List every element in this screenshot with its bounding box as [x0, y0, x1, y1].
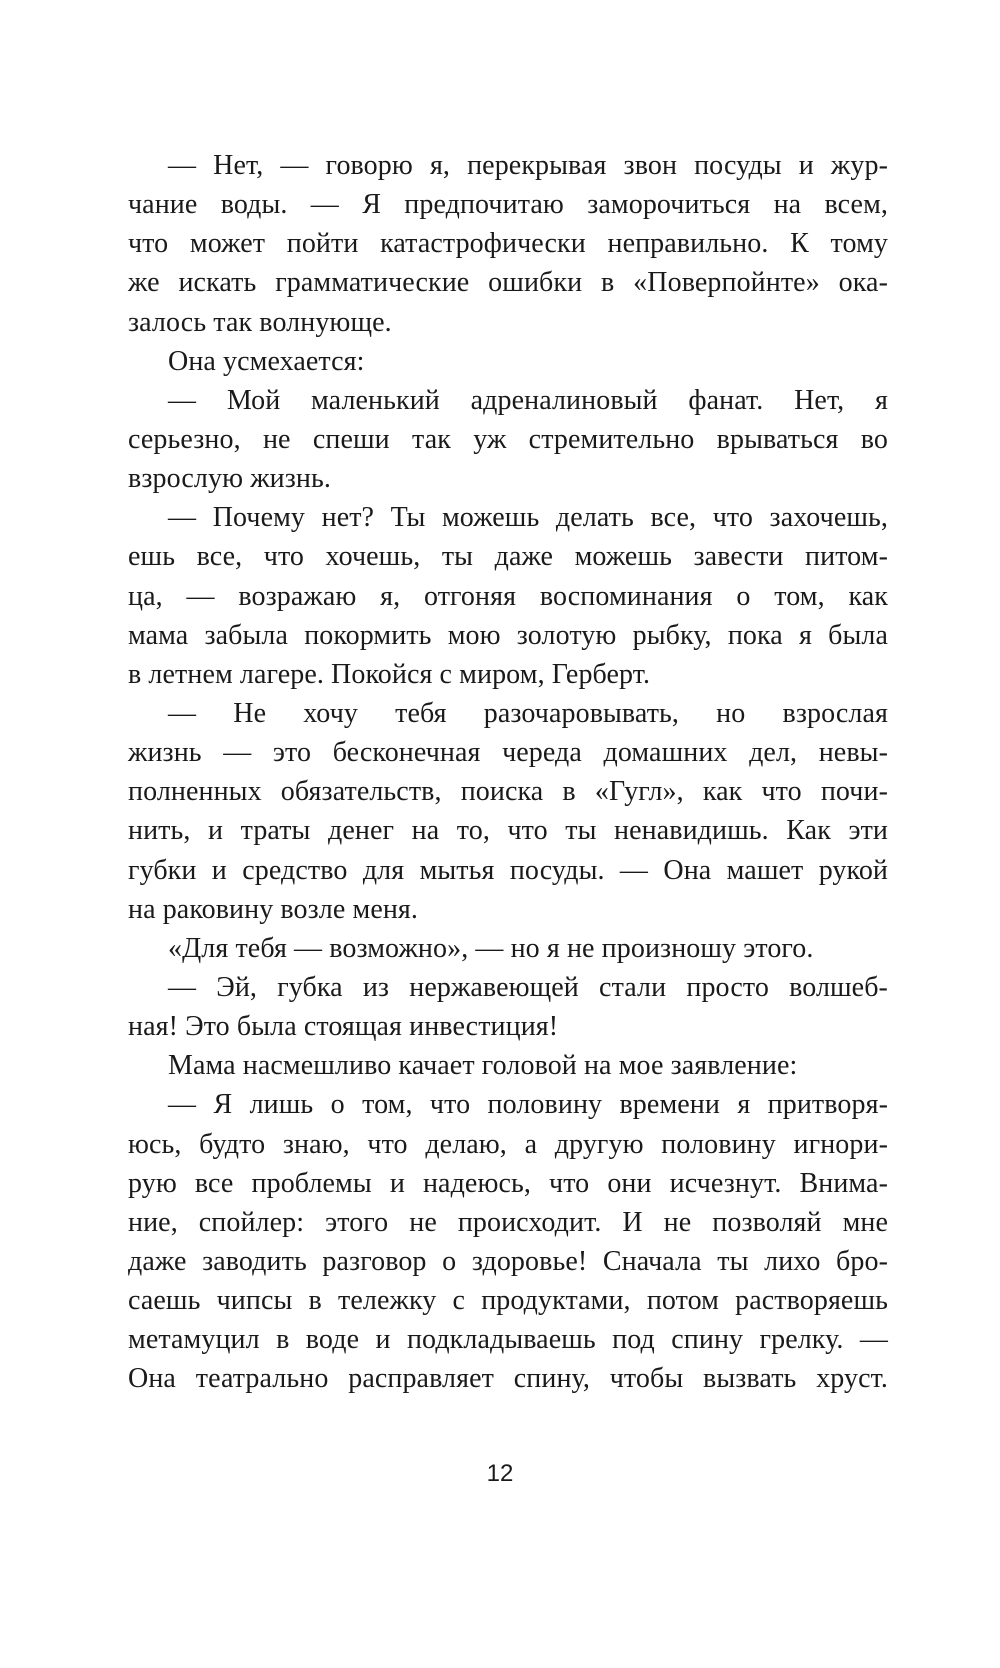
text-line: — Мой маленький адреналиновый фанат. Нет, я	[168, 384, 888, 416]
text-line: ная! Это была стоящая инвестиция!	[128, 1011, 559, 1043]
text-line: метамуцил в воде и подкладываешь под спину грелку. —	[128, 1324, 888, 1356]
text-line: же искать грамматические ошибки в «Поверпойнте» ока-	[128, 267, 888, 299]
text-line: Мама насмешливо качает головой на мое заявление:	[168, 1050, 798, 1082]
text-line: — Нет, — говорю я, перекрывая звон посуды и жур-	[168, 150, 888, 181]
text-line: залось так волнующе.	[128, 306, 392, 338]
body-text	[128, 146, 888, 1399]
text-line: юсь, будто знаю, что делаю, а другую половину игнори-	[128, 1128, 888, 1160]
text-line: взрослую жизнь.	[128, 463, 331, 495]
text-line: «Для тебя — возможно», — но я не произношу этого.	[168, 932, 814, 964]
text-line: жизнь — это бесконечная череда домашних дел, невы-	[128, 737, 888, 769]
text-line: полненных обязательств, поиска в «Гугл», как что почи-	[128, 776, 888, 808]
text-line: нить, и траты денег на то, что ты ненавидишь. Как эти	[128, 815, 888, 847]
text-line: Она театрально расправляет спину, чтобы вызвать хруст.	[128, 1363, 888, 1395]
text-line: серьезно, не спеши так уж стремительно врываться во	[128, 423, 888, 455]
text-line: — Не хочу тебя разочаровывать, но взрослая	[168, 697, 888, 729]
text-line: даже заводить разговор о здоровье! Сначала ты лихо бро-	[128, 1245, 888, 1277]
text-line: — Эй, губка из нержавеющей стали просто волшеб-	[168, 971, 888, 1003]
text-line: в летнем лагере. Покойся с миром, Герберт.	[128, 658, 651, 690]
text-line: что может пойти катастрофически неправильно. К тому	[128, 228, 888, 260]
text-line: рую все проблемы и надеюсь, что они исчезнут. Внима-	[128, 1167, 888, 1199]
text-line: — Почему нет? Ты можешь делать все, что захочешь,	[168, 502, 888, 534]
text-line: ешь все, что хочешь, ты даже можешь завести питом-	[128, 541, 888, 573]
text-line: чание воды. — Я предпочитаю заморочиться на всем,	[128, 189, 888, 221]
text-line: на раковину возле меня.	[128, 893, 419, 925]
page-number: 12	[486, 1460, 514, 1487]
text-line: — Я лишь о том, что половину времени я притворя-	[168, 1089, 888, 1121]
text-line: саешь чипсы в тележку с продуктами, потом растворяешь	[128, 1285, 888, 1317]
text-line: губки и средство для мытья посуды. — Она машет рукой	[128, 854, 888, 886]
text-line: мама забыла покормить мою золотую рыбку, пока я была	[128, 619, 888, 651]
text-line: Она усмехается:	[168, 345, 365, 377]
text-line: ца, — возражаю я, отгоняя воспоминания о том, как	[128, 580, 888, 612]
text-line: ние, спойлер: этого не происходит. И не позволяй мне	[128, 1206, 888, 1238]
